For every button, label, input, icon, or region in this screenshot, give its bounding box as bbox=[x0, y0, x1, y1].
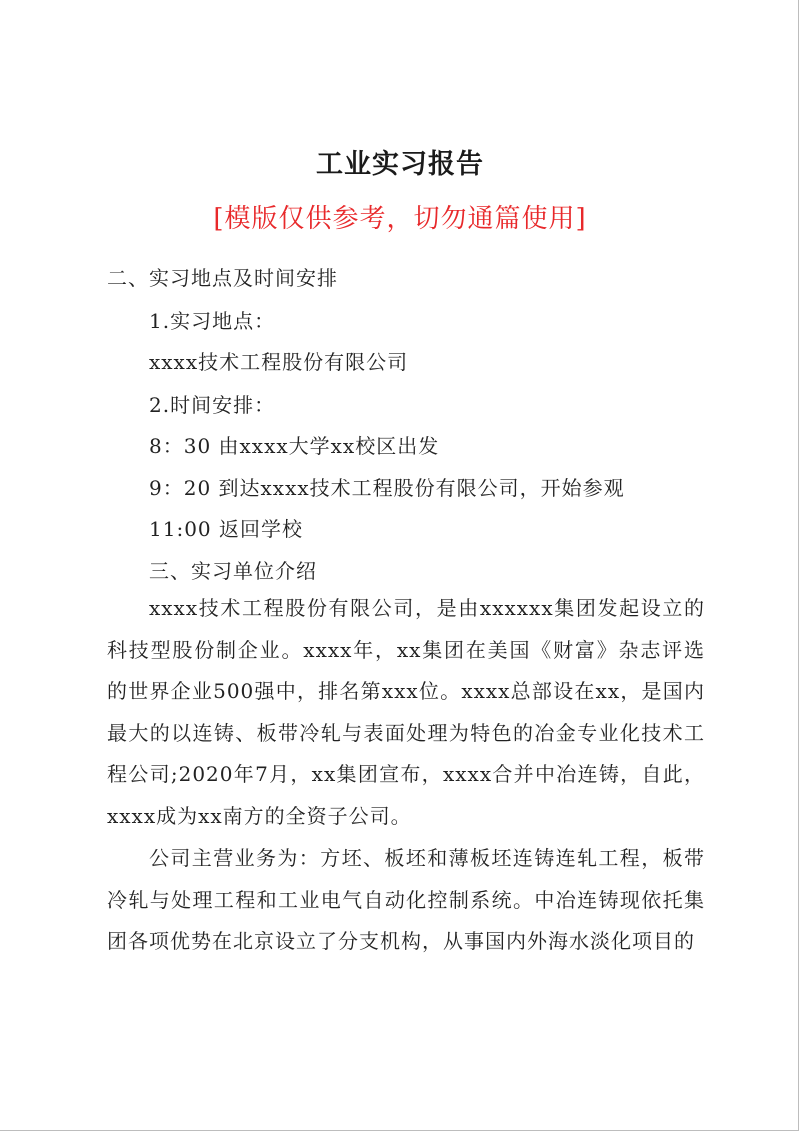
schedule-item-return: 11:00 返回学校 bbox=[149, 517, 303, 541]
section-heading-company-intro: 三、实习单位介绍 bbox=[149, 559, 317, 583]
location-value: xxxx技术工程股份有限公司 bbox=[149, 350, 409, 374]
document-title: 工业实习报告 bbox=[316, 149, 484, 180]
schedule-item-depart: 8：30 由xxxx大学xx校区出发 bbox=[149, 434, 440, 458]
location-label: 1.实习地点： bbox=[149, 309, 276, 333]
schedule-label: 2.时间安排： bbox=[149, 393, 276, 417]
template-notice: [模版仅供参考，切勿通篇使用] bbox=[213, 204, 587, 234]
schedule-item-arrive: 9：20 到达xxxx技术工程股份有限公司，开始参观 bbox=[149, 476, 625, 500]
company-intro-paragraph: xxxx技术工程股份有限公司，是由xxxxxx集团发起设立的科技型股份制企业。xxxx年，xx集团在美国《财富》杂志评选的世界企业500强中，排名第xxx位。xxxx总部设在xx，是国内最大的以连铸、板带冷轧与表面处理为特色的冶金专业化技术工程公司;2020年7月，xx集团宣布，xxxx合并中冶连铸，自此，xxxx成为xx南方的全资子公司。 bbox=[107, 596, 705, 828]
section-heading-location-time: 二、实习地点及时间安排 bbox=[107, 266, 338, 290]
business-paragraph: 公司主营业务为：方坯、板坯和薄板坯连铸连轧工程，板带冷轧与处理工程和工业电气自动化控制系统。中冶连铸现依托集团各项优势在北京设立了分支机构，从事国内外海水淡化项目的 bbox=[107, 846, 705, 953]
